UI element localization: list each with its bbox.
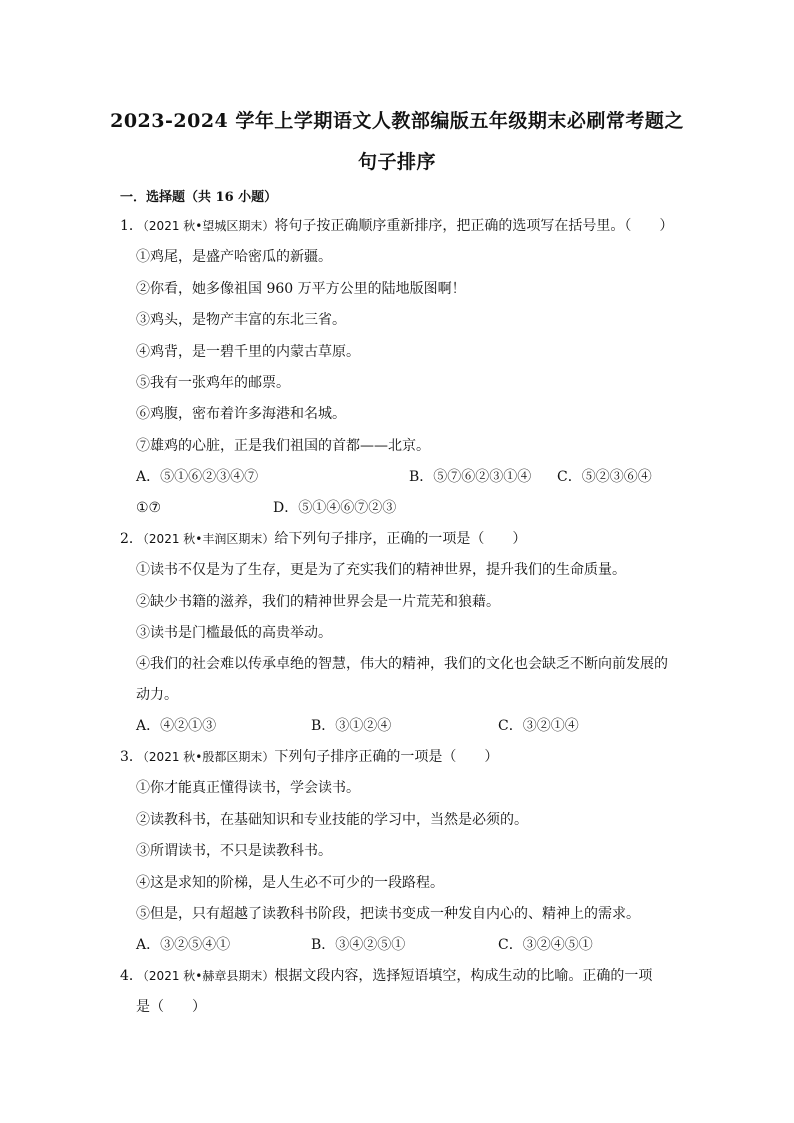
option-c-continued: ①⑦ [136, 500, 162, 516]
option-b[interactable]: B．③①②④ [311, 718, 392, 734]
list-item: ②读教科书，在基础知识和专业技能的学习中，当然是必须的。 [136, 812, 528, 828]
list-item-continued: 动力。 [136, 687, 178, 703]
question-text-continued: 是（ ） [136, 999, 206, 1015]
question-2-stem [120, 530, 526, 548]
list-item: ⑥鸡腹，密布着许多海港和名城。 [136, 406, 346, 422]
list-item: ②你看，她多像祖国 960 万平方公里的陆地版图啊！ [136, 281, 466, 297]
list-item: ④我们的社会难以传承卓绝的智慧，伟大的精神，我们的文化也会缺乏不断向前发展的 [136, 656, 668, 672]
list-item: ①鸡尾，是盛产哈密瓜的新疆。 [136, 249, 332, 265]
option-c[interactable]: C．⑤②③⑥④ [557, 469, 652, 485]
question-number: 4． [120, 968, 143, 984]
list-item: ③读书是门槛最低的高贵举动。 [136, 625, 332, 641]
page-title-line1: 2023-2024 学年上学期语文人教部编版五年级期末必刷常考题之 [110, 110, 684, 132]
question-3-stem [120, 748, 498, 766]
list-item: ④这是求知的阶梯，是人生必不可少的一段路程。 [136, 875, 444, 891]
list-item: ③所谓读书，不只是读教科书。 [136, 843, 332, 859]
option-c[interactable]: C．③②①④ [498, 718, 579, 734]
question-source: （2021 秋•望城区期末） [142, 219, 275, 233]
option-b[interactable]: B．⑤⑦⑥②③①④ [409, 469, 532, 485]
question-number: 2． [120, 531, 143, 547]
list-item: ②缺少书籍的滋养，我们的精神世界会是一片荒芜和狼藉。 [136, 594, 500, 610]
question-text: 给下列句子排序，正确的一项是（ ） [274, 531, 527, 547]
question-source: （2021 秋•殷都区期末） [142, 750, 275, 764]
question-number: 3． [120, 749, 143, 765]
option-a[interactable]: A．④②①③ [136, 718, 217, 734]
question-text: 将句子按正确顺序重新排序，把正确的选项写在括号里。（ ） [274, 218, 674, 234]
question-1-stem [120, 217, 673, 235]
question-number: 1． [120, 218, 143, 234]
page-title-line2: 句子排序 [357, 151, 436, 173]
option-a[interactable]: A．⑤①⑥②③④⑦ [136, 469, 259, 485]
section-heading: 一．选择题（共 16 小题） [120, 190, 278, 205]
question-4-stem [120, 967, 652, 985]
option-b[interactable]: B．③④②⑤① [311, 937, 406, 953]
question-text: 根据文段内容，选择短语填空，构成生动的比喻。正确的一项 [274, 968, 653, 984]
list-item: ①你才能真正懂得读书，学会读书。 [136, 780, 360, 796]
question-text: 下列句子排序正确的一项是（ ） [274, 749, 499, 765]
option-d[interactable]: D．⑤①④⑥⑦②③ [273, 500, 397, 516]
list-item: ⑦雄鸡的心脏，正是我们祖国的首都——北京。 [136, 438, 430, 454]
option-c[interactable]: C．③②④⑤① [498, 937, 593, 953]
list-item: ③鸡头，是物产丰富的东北三省。 [136, 312, 346, 328]
list-item: ①读书不仅是为了生存，更是为了充实我们的精神世界，提升我们的生命质量。 [136, 562, 626, 578]
list-item: ⑤我有一张鸡年的邮票。 [136, 375, 290, 391]
question-source: （2021 秋•丰润区期末） [142, 532, 275, 546]
option-a[interactable]: A．③②⑤④① [136, 937, 231, 953]
question-source: （2021 秋•赫章县期末） [142, 969, 275, 983]
list-item: ④鸡背，是一碧千里的内蒙古草原。 [136, 344, 360, 360]
list-item: ⑤但是，只有超越了读教科书阶段，把读书变成一种发自内心的、精神上的需求。 [136, 906, 640, 922]
